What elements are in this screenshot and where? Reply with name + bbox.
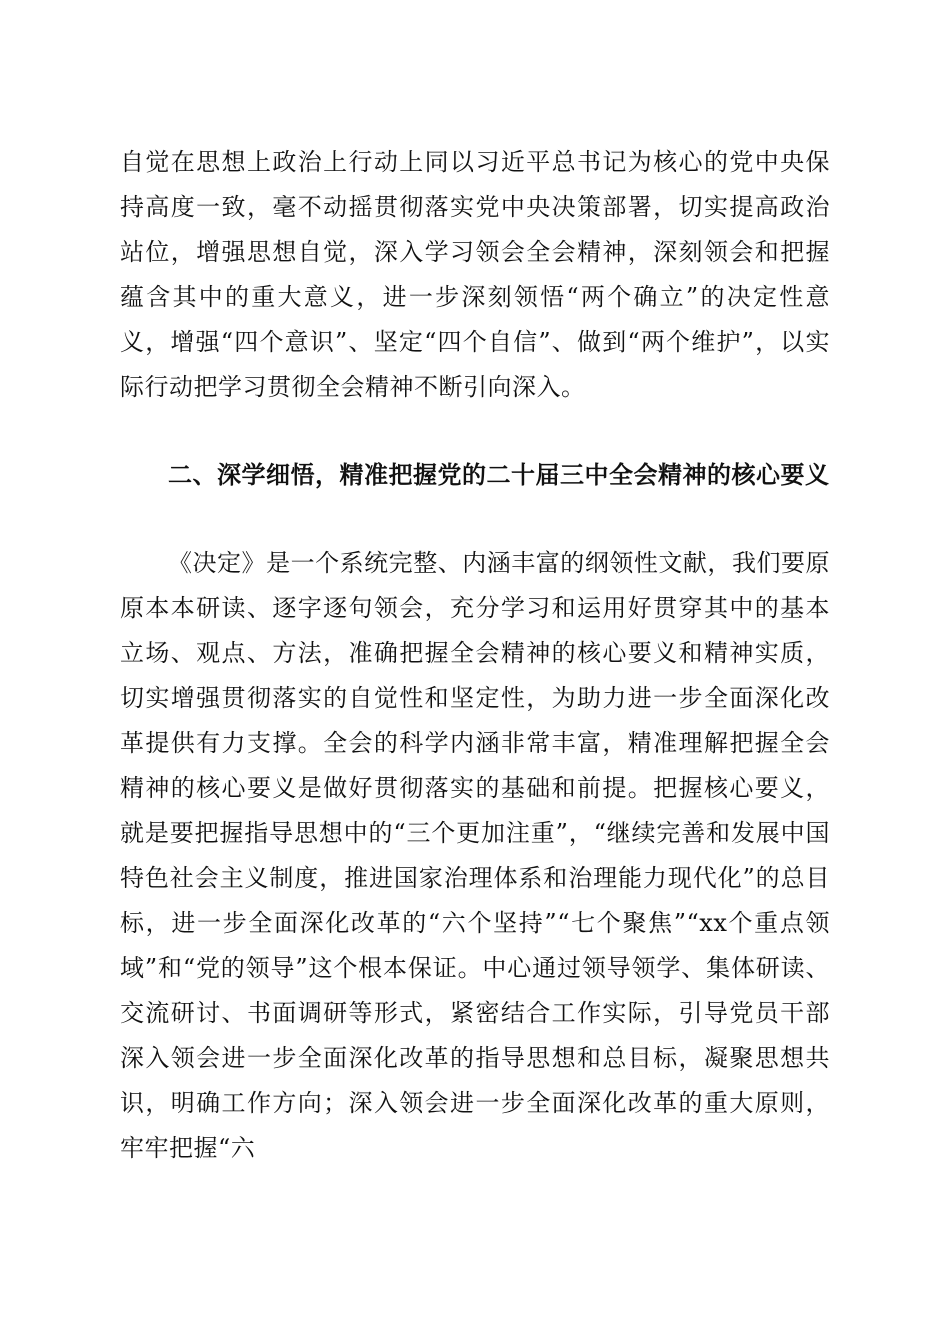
body-paragraph-1: 自觉在思想上政治上行动上同以习近平总书记为核心的党中央保持高度一致，毫不动摇贯彻落实党中央决策部署，切实提高政治站位，增强思想自觉，深入学习领会全会精神，深刻领会和把握蕴含其中的重大意义，进一步深刻领悟“两个确立”的决定性意义，增强“四个意识”、坚定“四个自信”、做到“两个维护”，以实际行动把学习贯彻全会精神不断引向深入。: [120, 148, 830, 401]
section-heading-2: 二、深学细悟，精准把握党的二十届三中全会精神的核心要义: [168, 461, 830, 489]
body-paragraph-2: 《决定》是一个系统完整、内涵丰富的纲领性文献，我们要原原本本研读、逐字逐句领会，充分学习和运用好贯穿其中的基本立场、观点、方法，准确把握全会精神的核心要义和精神实质，切实增强贯彻落实的自觉性和坚定性，为助力进一步全面深化改革提供有力支撑。全会的科学内涵非常丰富，精准理解把握全会精神的核心要义是做好贯彻落实的基础和前提。把握核心要义，就是要把握指导思想中的“三个更加注重”，“继续完善和发展中国特色社会主义制度，推进国家治理体系和治理能力现代化”的总目标，进一步全面深化改革的“六个坚持”“七个聚焦”“xx个重点领域”和“党的领导”这个根本保证。中心通过领导领学、集体研读、交流研讨、书面调研等形式，紧密结合工作实际，引导党员干部深入领会进一步全面深化改革的指导思想和总目标，凝聚思想共识，明确工作方向；深入领会进一步全面深化改革的重大原则，牢牢把握“六: [120, 549, 830, 1162]
